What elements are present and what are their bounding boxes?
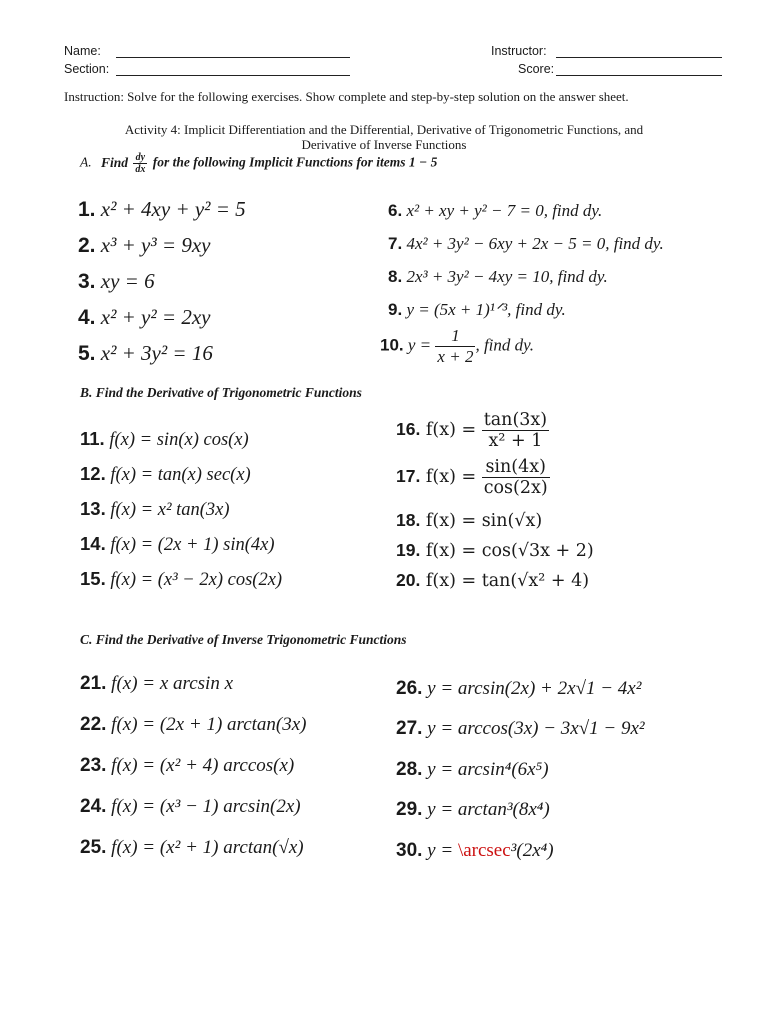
- item-12: 12. f(x) = tan(x) sec(x): [80, 463, 251, 485]
- item-17: 17. f(x) = $\frac{\sin(4x)}{\cos(2x)}$: [396, 457, 548, 498]
- item-5: 5. x² + 3y² = 16: [78, 341, 213, 365]
- section-a-find: Find: [101, 154, 129, 170]
- item-10: 10. y = $\frac{1}{x + 2}$ , find dy.: [380, 326, 535, 366]
- item-14: 14. f(x) = (2x + 1) sin(4x): [80, 533, 275, 555]
- activity-title-line2: Derivative of Inverse Functions: [301, 137, 467, 152]
- name-label: Name:: [64, 44, 101, 58]
- item-16-fraction: $\frac{\tan(3x)}{\text{x² + 1}}$: [483, 410, 548, 451]
- section-a-heading: [80, 152, 437, 175]
- item-30: 30. y = \arcsec³(2x⁴): [396, 840, 554, 861]
- section-a-letter: A.: [80, 154, 92, 170]
- item-28: 28. y = arcsin⁴(6x⁵): [396, 759, 549, 780]
- item-11: 11. f(x) = sin(x) cos(x): [80, 428, 249, 450]
- item-10-fraction: $\frac{1}{x + 2}$: [437, 326, 474, 366]
- item-30-red-latex: \arcsec: [457, 840, 511, 861]
- instructor-label: Instructor:: [491, 44, 547, 58]
- item-7: 7. 4x² + 3y² − 6xy + 2x − 5 = 0, find dy.: [388, 234, 664, 253]
- section-a-rest: for the following Implicit Functions for items 1 − 5: [152, 154, 438, 170]
- item-25: 25. f(x) = (x² + 1) arctan(√x): [80, 837, 304, 858]
- score-label: Score:: [518, 62, 555, 76]
- item-9: 9. y = (5x + 1)¹ᐟ³, find dy.: [388, 300, 566, 319]
- section-c-heading: C. Find the Derivative of Inverse Trigonometric Functions: [80, 632, 407, 647]
- score-field-line[interactable]: [556, 75, 722, 76]
- item-13: 13. f(x) = x² tan(3x): [80, 498, 230, 520]
- item-20: 20. f(x) = tan(√x² + 4): [396, 570, 590, 591]
- item-1: 1. x² + 4xy + y² = 5: [78, 197, 246, 221]
- item-23: 23. f(x) = (x² + 4) arccos(x): [80, 755, 295, 776]
- item-3: 3. xy = 6: [78, 269, 155, 293]
- item-15: 15. f(x) = (x³ − 2x) cos(2x): [80, 568, 283, 590]
- item-22: 22. f(x) = (2x + 1) arctan(3x): [80, 714, 307, 735]
- item-6: 6. x² + xy + y² − 7 = 0, find dy.: [388, 201, 603, 220]
- item-29: 29. y = arctan³(8x⁴): [396, 799, 550, 820]
- instruction-text: Instruction: Solve for the following exercises. Show complete and step-by-step solution on the answer sheet.: [64, 89, 629, 104]
- section-field-line[interactable]: [116, 75, 350, 76]
- item-18: 18. f(x) = sin(√x): [396, 510, 543, 531]
- section-b-heading: B. Find the Derivative of Trigonometric Functions: [80, 385, 362, 400]
- name-field-line[interactable]: [116, 57, 350, 58]
- item-21: 21. f(x) = x arcsin x: [80, 673, 234, 694]
- item-4: 4. x² + y² = 2xy: [78, 305, 211, 329]
- item-27: 27. y = arccos(3x) − 3x√1 − 9x²: [396, 718, 645, 739]
- section-label: Section:: [64, 62, 110, 76]
- item-17-fraction: $\frac{\sin(4x)}{\cos(2x)}$: [483, 457, 548, 498]
- instructor-field-line[interactable]: [556, 57, 722, 58]
- item-26: 26. y = arcsin(2x) + 2x√1 − 4x²: [396, 678, 642, 699]
- item-16: 16. f(x) = $\frac{\tan(3x)}{\text{x² + 1}}$: [396, 410, 548, 451]
- item-19: 19. f(x) = cos(√3x + 2): [396, 540, 594, 561]
- item-24: 24. f(x) = (x³ − 1) arcsin(2x): [80, 796, 301, 817]
- item-2: 2. x³ + y³ = 9xy: [78, 233, 211, 257]
- dy-dx-fraction: $\frac{dy}{dx}$: [135, 152, 146, 175]
- activity-title-line1: Activity 4: Implicit Differentiation and the Differential, Derivative of Trigonometric Functions, and: [124, 122, 644, 137]
- item-8: 8. 2x³ + 3y² − 4xy = 10, find dy.: [388, 267, 608, 286]
